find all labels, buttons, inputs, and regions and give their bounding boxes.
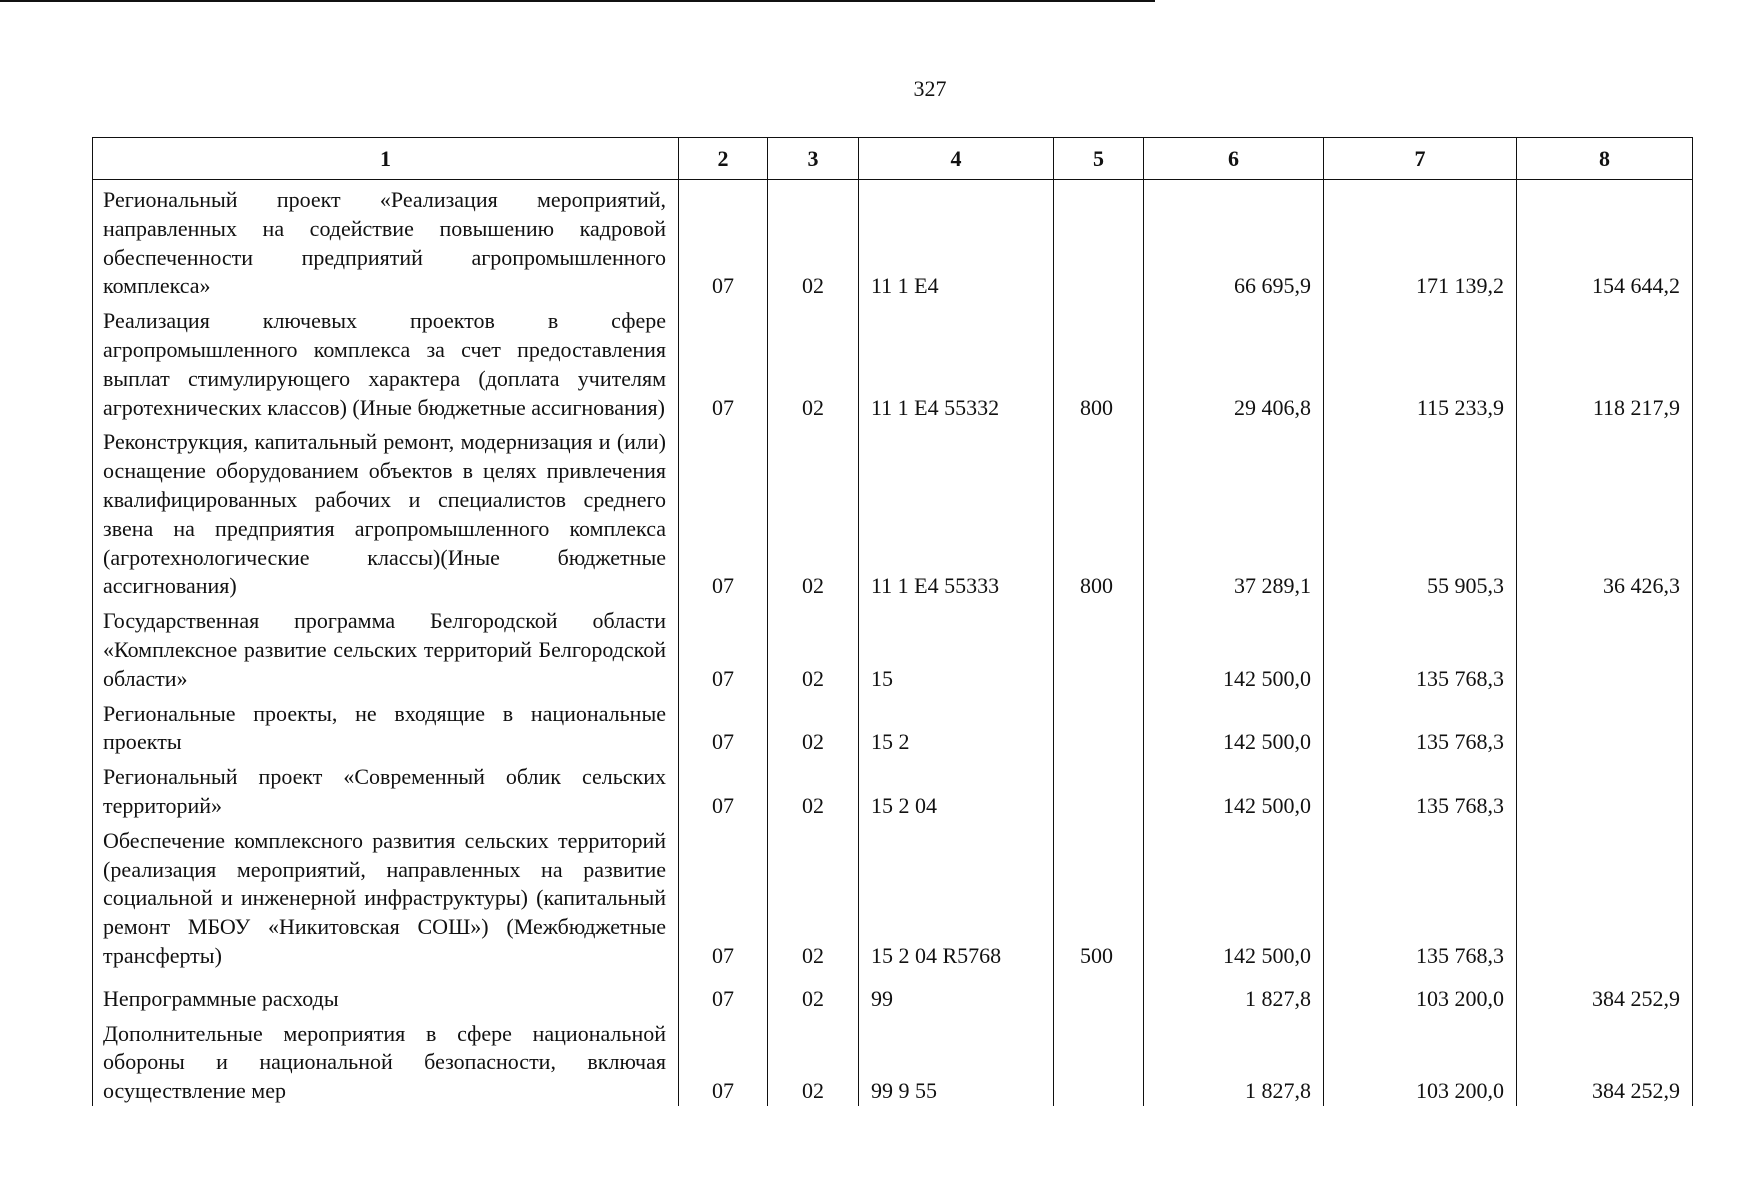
target-article-code: 11 1 E4 55332	[859, 301, 1054, 422]
amount-col8: 384 252,9	[1517, 1014, 1693, 1106]
amount-col8	[1517, 757, 1693, 821]
column-header: 6	[1144, 138, 1324, 180]
amount-col8: 384 252,9	[1517, 971, 1693, 1014]
expense-type-code	[1054, 180, 1144, 302]
table-row	[93, 422, 1693, 601]
subsection-code: 02	[768, 180, 859, 302]
table-row	[93, 971, 1693, 1014]
amount-col7: 135 768,3	[1324, 821, 1517, 971]
section-code: 07	[679, 1014, 768, 1106]
target-article-code: 11 1 E4	[859, 180, 1054, 302]
expense-type-code: 800	[1054, 301, 1144, 422]
amount-col6: 29 406,8	[1144, 301, 1324, 422]
subsection-code: 02	[768, 422, 859, 601]
expense-type-code: 500	[1054, 821, 1144, 971]
section-code: 07	[679, 694, 768, 758]
table-row	[93, 757, 1693, 821]
expense-type-code	[1054, 601, 1144, 693]
target-article-code: 15	[859, 601, 1054, 693]
item-name: Региональные проекты, не входящие в национальные проекты	[93, 694, 679, 758]
amount-col7: 135 768,3	[1324, 757, 1517, 821]
column-header: 1	[93, 138, 679, 180]
table-row	[93, 180, 1693, 302]
item-name: Реконструкция, капитальный ремонт, модернизация и (или) оснащение оборудованием объектов в целях привлечения квалифицированных рабочих и специалистов среднего звена на предприятия агропромышленного комплекса (агротехнологические классы)(Иные бюджетные ассигнования)	[93, 422, 679, 601]
amount-col6: 142 500,0	[1144, 821, 1324, 971]
column-header: 2	[679, 138, 768, 180]
amount-col8	[1517, 601, 1693, 693]
subsection-code: 02	[768, 694, 859, 758]
section-code: 07	[679, 422, 768, 601]
subsection-code: 02	[768, 601, 859, 693]
amount-col6: 66 695,9	[1144, 180, 1324, 302]
amount-col6: 142 500,0	[1144, 694, 1324, 758]
section-code: 07	[679, 180, 768, 302]
amount-col8	[1517, 694, 1693, 758]
item-name: Дополнительные мероприятия в сфере национальной обороны и национальной безопасности, включая осуществление мер	[93, 1014, 679, 1106]
amount-col7: 135 768,3	[1324, 601, 1517, 693]
top-rule	[0, 0, 1155, 2]
table-row	[93, 821, 1693, 971]
expense-type-code	[1054, 757, 1144, 821]
target-article-code: 99 9 55	[859, 1014, 1054, 1106]
amount-col6: 142 500,0	[1144, 601, 1324, 693]
target-article-code: 15 2	[859, 694, 1054, 758]
amount-col8: 154 644,2	[1517, 180, 1693, 302]
expense-type-code: 800	[1054, 422, 1144, 601]
table-row	[93, 301, 1693, 422]
target-article-code: 15 2 04 R5768	[859, 821, 1054, 971]
target-article-code: 99	[859, 971, 1054, 1014]
budget-table	[92, 137, 1693, 1106]
amount-col7: 55 905,3	[1324, 422, 1517, 601]
amount-col8: 118 217,9	[1517, 301, 1693, 422]
expense-type-code	[1054, 694, 1144, 758]
table-row	[93, 694, 1693, 758]
amount-col7: 115 233,9	[1324, 301, 1517, 422]
table-row	[93, 601, 1693, 693]
item-name: Региональный проект «Современный облик сельских территорий»	[93, 757, 679, 821]
subsection-code: 02	[768, 1014, 859, 1106]
amount-col8	[1517, 821, 1693, 971]
expense-type-code	[1054, 971, 1144, 1014]
item-name: Реализация ключевых проектов в сфере агропромышленного комплекса за счет предоставления выплат стимулирующего характера (доплата учителям агротехнических классов) (Иные бюджетные ассигнования)	[93, 301, 679, 422]
item-name: Государственная программа Белгородской области «Комплексное развитие сельских территорий Белгородской области»	[93, 601, 679, 693]
amount-col7: 103 200,0	[1324, 1014, 1517, 1106]
page-number: 327	[913, 76, 947, 101]
section-code: 07	[679, 601, 768, 693]
subsection-code: 02	[768, 821, 859, 971]
column-header: 8	[1517, 138, 1693, 180]
header-row	[93, 138, 1693, 180]
column-header: 3	[768, 138, 859, 180]
amount-col8: 36 426,3	[1517, 422, 1693, 601]
amount-col6: 142 500,0	[1144, 757, 1324, 821]
item-name: Непрограммные расходы	[93, 971, 679, 1014]
column-header: 4	[859, 138, 1054, 180]
expense-type-code	[1054, 1014, 1144, 1106]
section-code: 07	[679, 821, 768, 971]
item-name: Обеспечение комплексного развития сельских территорий (реализация мероприятий, направленных на развитие социальной и инженерной инфраструктуры) (капитальный ремонт МБОУ «Никитовская СОШ») (Межбюджетные трансферты)	[93, 821, 679, 971]
item-name: Региональный проект «Реализация мероприятий, направленных на содействие повышению кадровой обеспеченности предприятий агропромышленного комплекса»	[93, 180, 679, 302]
amount-col6: 37 289,1	[1144, 422, 1324, 601]
subsection-code: 02	[768, 971, 859, 1014]
amount-col7: 171 139,2	[1324, 180, 1517, 302]
target-article-code: 11 1 E4 55333	[859, 422, 1054, 601]
table-row	[93, 1014, 1693, 1106]
section-code: 07	[679, 757, 768, 821]
amount-col7: 135 768,3	[1324, 694, 1517, 758]
amount-col6: 1 827,8	[1144, 1014, 1324, 1106]
amount-col7: 103 200,0	[1324, 971, 1517, 1014]
subsection-code: 02	[768, 301, 859, 422]
section-code: 07	[679, 971, 768, 1014]
target-article-code: 15 2 04	[859, 757, 1054, 821]
column-header: 5	[1054, 138, 1144, 180]
section-code: 07	[679, 301, 768, 422]
column-header: 7	[1324, 138, 1517, 180]
amount-col6: 1 827,8	[1144, 971, 1324, 1014]
subsection-code: 02	[768, 757, 859, 821]
